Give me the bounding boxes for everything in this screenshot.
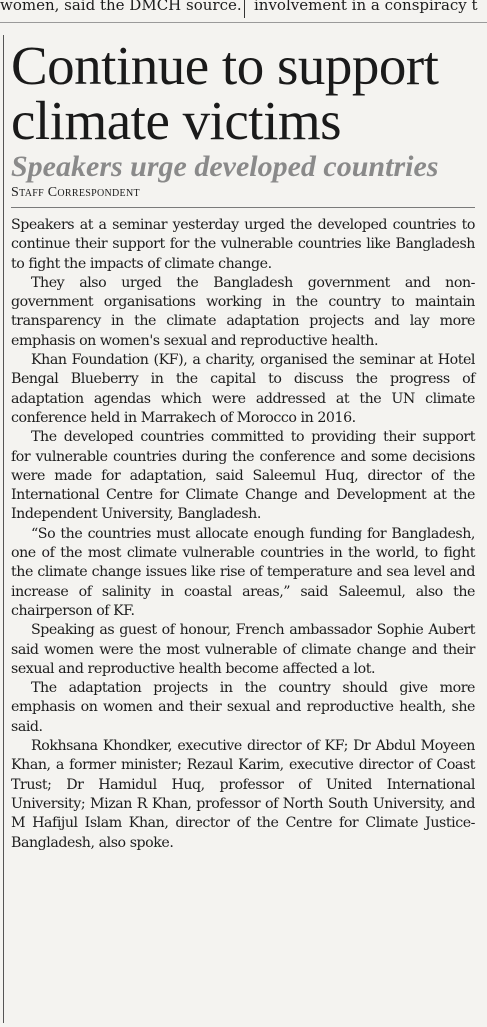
adjacent-column-strip [0, 0, 487, 23]
article-paragraph: Khan Foundation (KF), a charity, organised the seminar at Hotel Bengal Blueberry in the capital to discuss the progress of adaptation agendas which were addressed at the UN climate conference held in Marrakech of Morocco in 2016. [11, 352, 475, 426]
news-article [11, 35, 475, 853]
article-paragraph: Speakers at a seminar yesterday urged the developed countries to continue their support for the vulnerable countries like Bangladesh to fight the impacts of climate change. [11, 217, 475, 272]
article-paragraph: Speaking as guest of honour, French ambassador Sophie Aubert said women were the most vulnerable of climate change and their sexual and reproductive health become affected a lot. [11, 622, 475, 677]
adjacent-story-right-text: involvement in a conspiracy t [254, 0, 478, 14]
article-byline: Staff Correspondent [11, 185, 475, 208]
article-paragraph: They also urged the Bangladesh government and non-government organisations working in the country to maintain transparency in the climate adaptation projects and lay more emphasis on women's sexual and reproductive health. [11, 274, 475, 349]
article-headline: Continue to support climate victims [11, 35, 439, 151]
article-paragraph: The developed countries committed to providing their support for vulnerable countries during the conference and some decisions were made for adaptation, said Saleemul Huq, director of the International Centre for Climate Change and Development at the Independent University, Bangladesh. [11, 429, 475, 523]
adjacent-story-left-text: women, said the DMCH source. [0, 0, 242, 14]
column-rule [3, 35, 4, 1023]
column-divider [244, 0, 245, 18]
article-paragraph: The adaptation projects in the country should give more emphasis on women and their sexual and reproductive health, she said. [11, 680, 475, 735]
article-subheadline: Speakers urge developed countries [11, 150, 439, 183]
article-paragraph: Rokhsana Khondker, executive director of KF; Dr Abdul Moyeen Khan, a former minister; Rezaul Karim, executive director of Coast Trust; Dr Hamidul Huq, professor of United International University; Mizan R Khan, professor of North South University, and M Hafijul Islam Khan, director of the Centre for Climate Justice-Bangladesh, also spoke. [11, 738, 475, 851]
article-body [11, 216, 475, 853]
article-paragraph: “So the countries must allocate enough funding for Bangladesh, one of the most climate vulnerable countries in the world, to fight the climate change issues like rise of temperature and sea level and increase of salinity in coastal areas,” said Saleemul, also the chairperson of KF. [11, 525, 475, 619]
